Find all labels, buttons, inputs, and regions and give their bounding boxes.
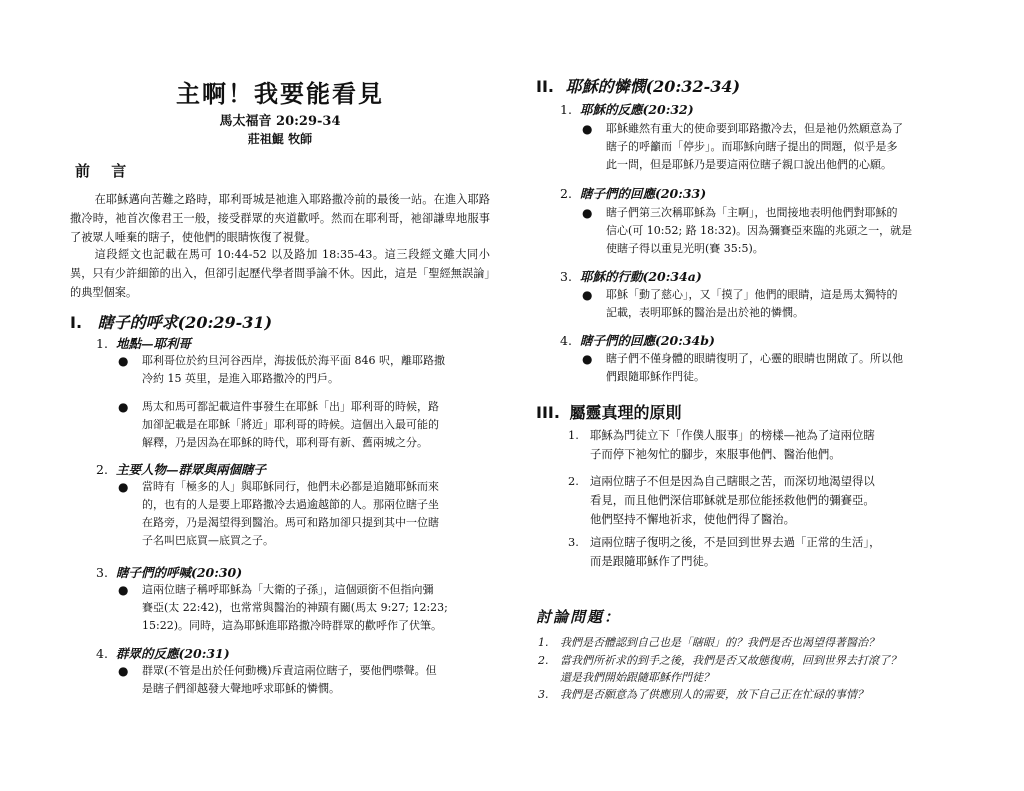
bullet-dot-icon: ● xyxy=(118,354,129,368)
discussion-question: 2. 當我們所祈求的到手之後，我們是否又故態復萌，回到世界去打滾了？ 還是我們開始跟隨耶穌作門徒？ xyxy=(538,654,901,684)
sub-heading: 1. 地點—耶利哥 xyxy=(96,336,191,351)
sub-heading: 2. 主要人物—群眾與兩個瞎子 xyxy=(96,462,266,477)
section-heading xyxy=(536,74,740,97)
bullet-dot-icon: ● xyxy=(582,352,593,366)
section-number: II. xyxy=(536,77,554,96)
intro-paragraph: 在耶穌邁向苦難之路時，耶利哥城是祂進入耶路撒冷前的最後一站。在進入耶路撒冷時，祂首次像君王一般，接受群眾的夾道歡呼。然而在耶利哥，祂卻謙卑地服事了被眾人唾棄的瞎子，使他們的眼睛恢復了視覺。 xyxy=(70,193,490,244)
section-number: III. xyxy=(536,403,560,422)
intro-heading: 前 言 xyxy=(75,162,135,180)
principle-item: 2. 這兩位瞎子不但是因為自己瞎眼之苦，而深切地渴望得以 看見，而且他們深信耶穌就是那位能拯救他們的彌賽亞。 他們堅持不懈地祈求，使他們得了醫治。 xyxy=(568,474,875,526)
bullet-point: ● 耶利哥位於約旦河谷西岸，海拔低於海平面 846 呎，離耶路撒 冷約 15 英里，是進入耶路撒冷的門戶。 xyxy=(118,354,445,385)
sub-heading: 2. 瞎子們的回應(20:33) xyxy=(560,186,707,201)
principle-item: 3. 這兩位瞎子復明之後，不是回到世界去過「正常的生活」， 而是跟隨耶穌作了門徒。 xyxy=(568,535,881,568)
section-title: 屬靈真理的原則 xyxy=(569,403,682,422)
bullet-point: ● 耶穌「動了慈心」，又「摸了」他們的眼睛，這是馬太獨特的 記載，表明耶穌的醫治是出於祂的憐憫。 xyxy=(582,288,898,319)
sub-heading: 4. 瞎子們的回應(20:34b) xyxy=(560,333,715,348)
bullet-dot-icon: ● xyxy=(118,583,129,597)
section-heading xyxy=(70,310,272,333)
sub-heading: 4. 群眾的反應(20:31) xyxy=(96,646,230,661)
bullet-dot-icon: ● xyxy=(118,480,129,494)
bullet-dot-icon: ● xyxy=(118,664,129,678)
author: 莊祖鯤 牧師 xyxy=(247,132,313,146)
bullet-dot-icon: ● xyxy=(118,400,129,414)
bullet-point: ● 耶穌雖然有重大的使命要到耶路撒冷去，但是祂仍然願意為了 瞎子的呼籲而「停步」。而耶穌向瞎子提出的問題，似乎是多 此一問，但是耶穌乃是要這兩位瞎子親口說出他們的心願。 xyxy=(582,122,903,171)
sub-heading: 1. 耶穌的反應(20:32) xyxy=(560,102,694,117)
section-number: I. xyxy=(70,313,83,332)
bullet-dot-icon: ● xyxy=(582,206,593,220)
section-title: 耶穌的憐憫(20:32-34) xyxy=(565,77,741,96)
sub-heading: 3. 耶穌的行動(20:34a) xyxy=(560,269,702,284)
scripture-reference: 馬太福音 20:29-34 xyxy=(219,114,341,129)
bullet-point: ● 這兩位瞎子稱呼耶穌為「大衛的子孫」，這個頭銜不但指向彌 賽亞(太 22:42)，也常常與醫治的神蹟有關(馬太 9:27; 12:23; 15:22)。同時，這為耶穌進耶路撒冷時群眾的歡呼作了伏筆。 xyxy=(118,583,448,632)
bullet-dot-icon: ● xyxy=(582,122,593,136)
intro-paragraph: 這段經文也記載在馬可 10:44-52 以及路加 18:35-43。這三段經文雖大同小異，只有少許細節的出入，但卻引起歷代學者間爭論不休。因此，這是「聖經無誤論」的典型個案。 xyxy=(70,248,490,299)
section-title: 瞎子的呼求(20:29-31) xyxy=(97,313,273,332)
sub-heading: 3. 瞎子們的呼喊(20:30) xyxy=(96,565,243,580)
principle-item: 1. 耶穌為門徒立下「作僕人服事」的榜樣—祂為了這兩位瞎 子而停下祂匆忙的腳步，來服事他們、醫治他們。 xyxy=(568,428,875,461)
page-title: 主啊！我要能看見 xyxy=(176,79,384,108)
discussion-question: 1. 我們是否體認到自己也是「瞎眼」的？我們是否也渴望得著醫治？ xyxy=(538,636,879,649)
bullet-point: ● 瞎子們第三次稱耶穌為「主啊」，也間接地表明他們對耶穌的 信心(可 10:52; 路 18:32)。因為彌賽亞來臨的兆頭之一，就是 使瞎子得以重見光明(賽 35:5)。 xyxy=(582,206,913,255)
bullet-dot-icon: ● xyxy=(582,288,593,302)
section-heading xyxy=(536,400,682,423)
bullet-point: ● 馬太和馬可都記載這件事發生在耶穌「出」耶利哥的時候，路 加卻記載是在耶穌「將近」耶利哥的時候。這個出入最可能的 解釋，乃是因為在耶穌的時代，耶利哥有新、舊兩城之分。 xyxy=(118,400,439,449)
bullet-point: ● 群眾(不管是出於任何動機)斥責這兩位瞎子，要他們噤聲。但 是瞎子們卻越發大聲地呼求耶穌的憐憫。 xyxy=(118,664,437,695)
bullet-point: ● 當時有「極多的人」與耶穌同行，他們未必都是追隨耶穌而來 的，也有的人是要上耶路撒冷去過逾越節的人。那兩位瞎子坐 在路旁，乃是渴望得到醫治。馬可和路加卻只提到其中一位瞎 子名叫巴底買—底買之子。 xyxy=(118,480,439,547)
discussion-question: 3. 我們是否願意為了供應別人的需要，放下自己正在忙碌的事情？ xyxy=(538,688,868,701)
bullet-point: ● 瞎子們不僅身體的眼睛復明了，心靈的眼睛也開啟了。所以他 們跟隨耶穌作門徒。 xyxy=(582,352,903,383)
discussion-heading: 討論問題： xyxy=(536,608,622,626)
